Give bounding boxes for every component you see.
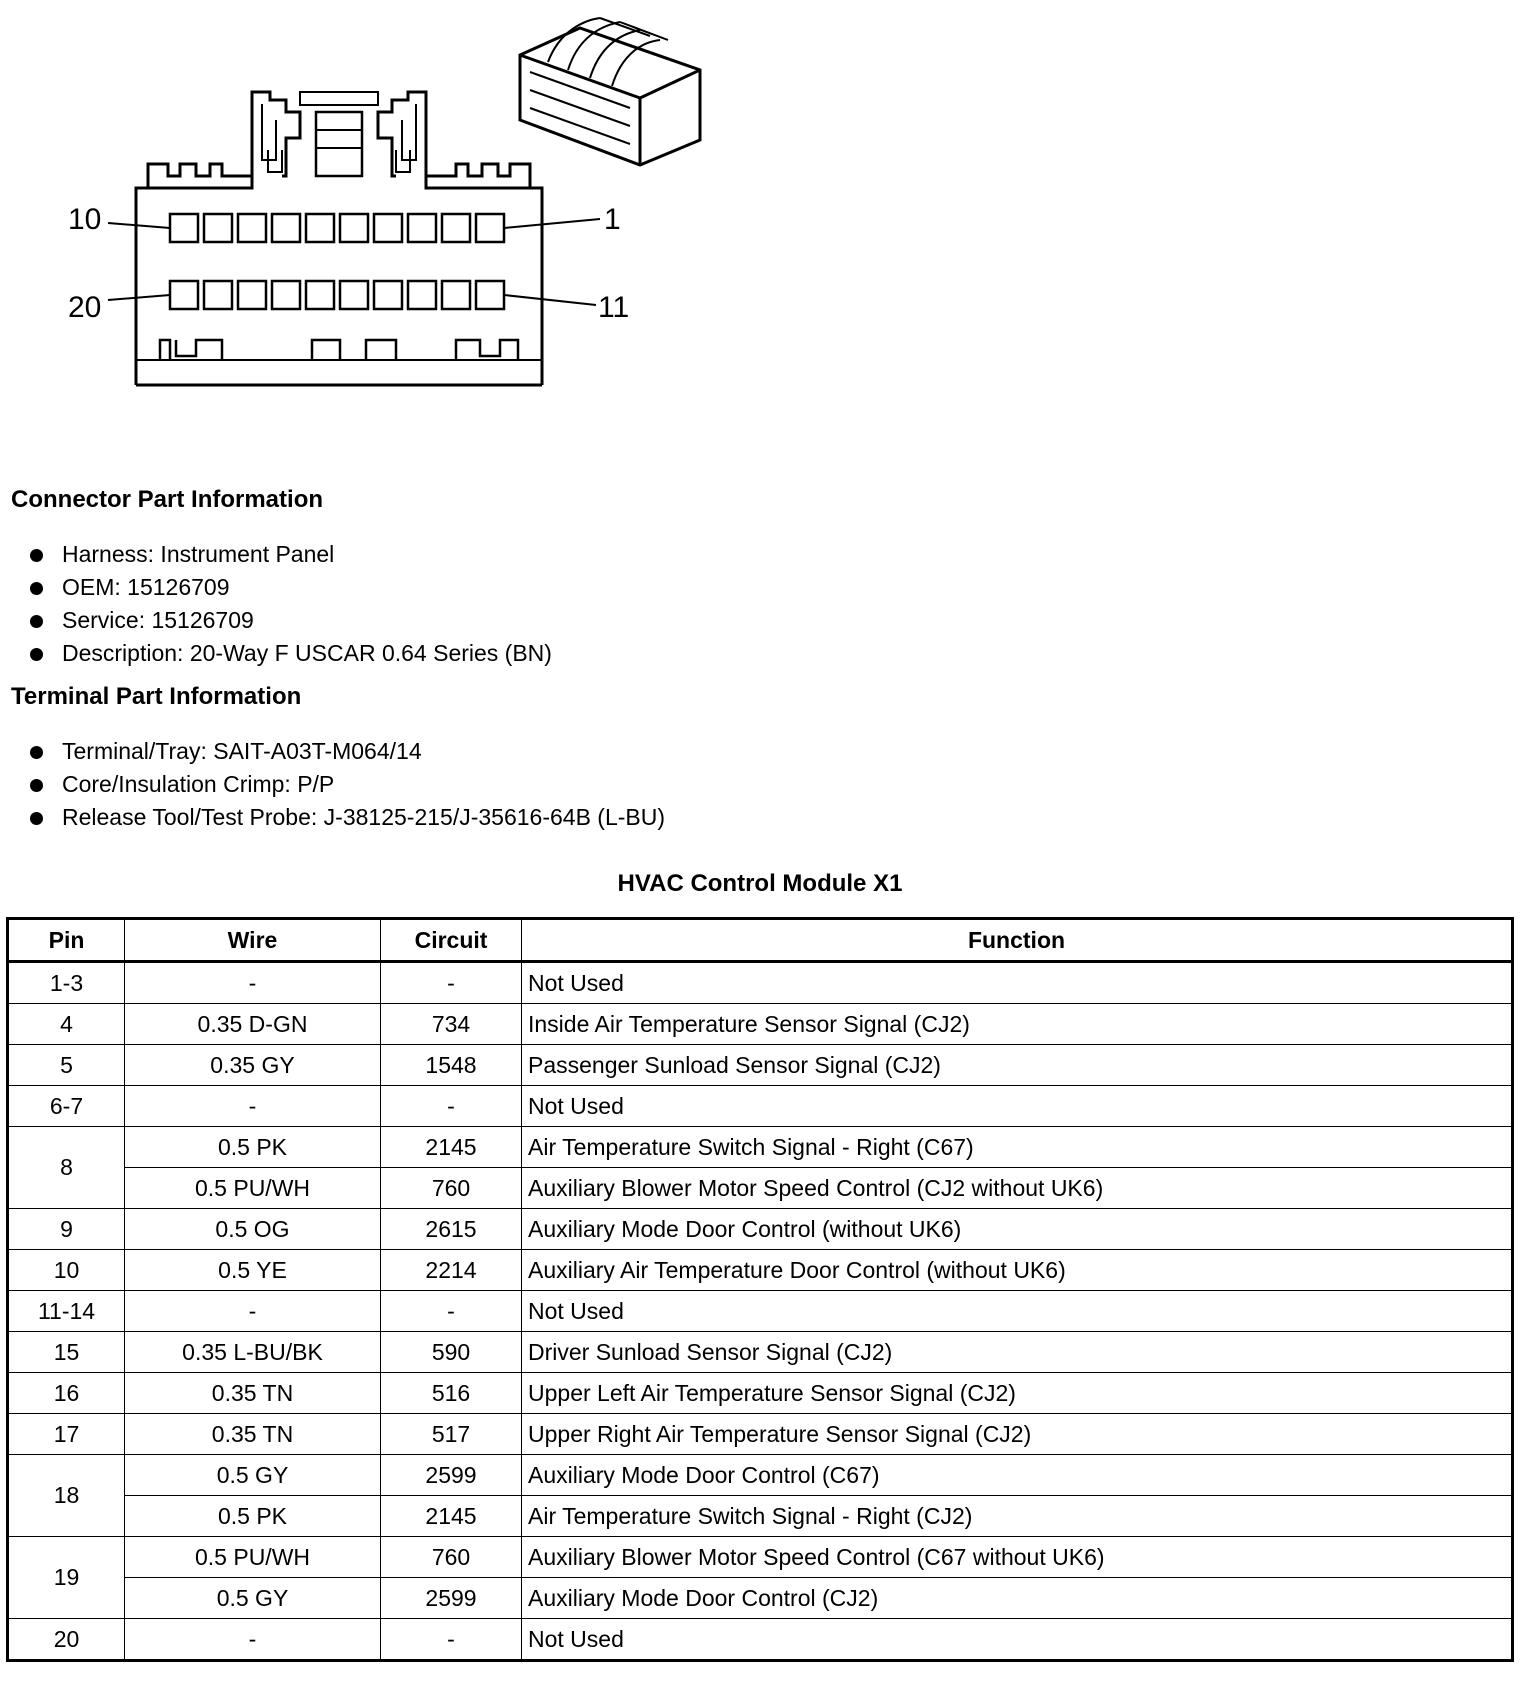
table-row [8, 1291, 1513, 1332]
table-title: HVAC Control Module X1 [617, 870, 903, 897]
table-row [8, 962, 1513, 1004]
cell-function: Air Temperature Switch Signal - Right (C67) [522, 1127, 1513, 1168]
cell-wire: 0.35 D-GN [125, 1004, 381, 1045]
table-row [8, 1373, 1513, 1414]
cell-wire: 0.35 GY [125, 1045, 381, 1086]
connector-info-list [28, 538, 552, 670]
cell-pin: 15 [8, 1332, 125, 1373]
cell-circuit: 2615 [381, 1209, 522, 1250]
bullet-icon [30, 582, 43, 595]
cell-wire: - [125, 1291, 381, 1332]
cell-circuit: 2145 [381, 1127, 522, 1168]
cell-circuit: - [381, 1619, 522, 1661]
cell-pin: 16 [8, 1373, 125, 1414]
cell-circuit: 760 [381, 1537, 522, 1578]
table-row [8, 1004, 1513, 1045]
table-row [8, 1209, 1513, 1250]
bullet-icon [30, 779, 43, 792]
cell-wire: 0.5 PK [125, 1496, 381, 1537]
header-circuit: Circuit [381, 919, 522, 962]
cell-function: Auxiliary Mode Door Control (without UK6) [522, 1209, 1513, 1250]
table-row [8, 1127, 1513, 1168]
connector-3d-icon [520, 18, 700, 165]
cell-function: Not Used [522, 1619, 1513, 1661]
cell-function: Not Used [522, 962, 1513, 1004]
cell-wire: 0.5 GY [125, 1455, 381, 1496]
cell-circuit: - [381, 1291, 522, 1332]
table-row [8, 1045, 1513, 1086]
cell-pin: 10 [8, 1250, 125, 1291]
bullet-icon [30, 549, 43, 562]
cavity-row-bottom [170, 281, 504, 309]
cell-pin: 18 [8, 1455, 125, 1537]
connector-info-heading: Connector Part Information [11, 486, 324, 513]
header-wire: Wire [125, 919, 381, 962]
cell-pin: 17 [8, 1414, 125, 1455]
cell-circuit: - [381, 1086, 522, 1127]
list-item: Service: 15126709 [28, 604, 552, 637]
cell-wire: 0.35 TN [125, 1414, 381, 1455]
cell-circuit: 590 [381, 1332, 522, 1373]
table-row [8, 1496, 1513, 1537]
table-row [8, 1414, 1513, 1455]
cell-function: Air Temperature Switch Signal - Right (CJ2) [522, 1496, 1513, 1537]
cell-pin: 4 [8, 1004, 125, 1045]
cell-pin: 1-3 [8, 962, 125, 1004]
cell-wire: 0.35 TN [125, 1373, 381, 1414]
pinout-table [6, 917, 1514, 1662]
cell-circuit: 1548 [381, 1045, 522, 1086]
cell-pin: 9 [8, 1209, 125, 1250]
list-item: Harness: Instrument Panel [28, 538, 552, 571]
header-pin: Pin [8, 919, 125, 962]
table-row [8, 1455, 1513, 1496]
table-row [8, 1250, 1513, 1291]
bullet-icon [30, 812, 43, 825]
cell-circuit: 734 [381, 1004, 522, 1045]
pin-label-20: 20 [68, 291, 102, 324]
cell-wire: - [125, 1086, 381, 1127]
cell-function: Inside Air Temperature Sensor Signal (CJ2) [522, 1004, 1513, 1045]
cell-circuit: 760 [381, 1168, 522, 1209]
table-row [8, 1086, 1513, 1127]
cell-circuit: 2145 [381, 1496, 522, 1537]
cell-pin: 6-7 [8, 1086, 125, 1127]
cell-pin: 20 [8, 1619, 125, 1661]
cell-pin: 5 [8, 1045, 125, 1086]
cell-function: Auxiliary Air Temperature Door Control (without UK6) [522, 1250, 1513, 1291]
cell-function: Not Used [522, 1086, 1513, 1127]
connector-diagram [0, 0, 720, 420]
table-row [8, 1537, 1513, 1578]
cell-circuit: 517 [381, 1414, 522, 1455]
cell-wire: 0.5 YE [125, 1250, 381, 1291]
cell-wire: 0.5 PU/WH [125, 1168, 381, 1209]
bullet-icon [30, 615, 43, 628]
cell-wire: 0.5 PK [125, 1127, 381, 1168]
cell-function: Upper Left Air Temperature Sensor Signal (CJ2) [522, 1373, 1513, 1414]
cell-circuit: - [381, 962, 522, 1004]
bullet-icon [30, 746, 43, 759]
list-item: Release Tool/Test Probe: J-38125-215/J-35616-64B (L-BU) [28, 801, 665, 834]
pin-label-1: 1 [604, 203, 621, 236]
cell-function: Auxiliary Mode Door Control (CJ2) [522, 1578, 1513, 1619]
cell-circuit: 516 [381, 1373, 522, 1414]
cell-wire: 0.35 L-BU/BK [125, 1332, 381, 1373]
cell-function: Not Used [522, 1291, 1513, 1332]
table-row [8, 1168, 1513, 1209]
cavity-row-top [170, 214, 504, 242]
cell-function: Auxiliary Blower Motor Speed Control (C67 without UK6) [522, 1537, 1513, 1578]
cell-function: Auxiliary Mode Door Control (C67) [522, 1455, 1513, 1496]
table-row [8, 1578, 1513, 1619]
terminal-info-heading: Terminal Part Information [11, 683, 302, 710]
cell-wire: 0.5 OG [125, 1209, 381, 1250]
cell-function: Driver Sunload Sensor Signal (CJ2) [522, 1332, 1513, 1373]
pin-label-10: 10 [68, 203, 102, 236]
list-item: OEM: 15126709 [28, 571, 552, 604]
cell-wire: 0.5 GY [125, 1578, 381, 1619]
cell-circuit: 2214 [381, 1250, 522, 1291]
list-item: Core/Insulation Crimp: P/P [28, 768, 665, 801]
list-item: Description: 20-Way F USCAR 0.64 Series (BN) [28, 637, 552, 670]
cell-circuit: 2599 [381, 1578, 522, 1619]
cell-function: Passenger Sunload Sensor Signal (CJ2) [522, 1045, 1513, 1086]
pin-label-11: 11 [598, 291, 630, 324]
terminal-info-list [28, 735, 665, 834]
cell-circuit: 2599 [381, 1455, 522, 1496]
bullet-icon [30, 648, 43, 661]
cell-function: Auxiliary Blower Motor Speed Control (CJ2 without UK6) [522, 1168, 1513, 1209]
cell-pin: 19 [8, 1537, 125, 1619]
cell-pin: 11-14 [8, 1291, 125, 1332]
table-header-row [8, 919, 1513, 962]
cell-pin: 8 [8, 1127, 125, 1209]
cell-function: Upper Right Air Temperature Sensor Signal (CJ2) [522, 1414, 1513, 1455]
cell-wire: 0.5 PU/WH [125, 1537, 381, 1578]
header-function: Function [522, 919, 1513, 962]
cell-wire: - [125, 1619, 381, 1661]
table-row [8, 1619, 1513, 1661]
cell-wire: - [125, 962, 381, 1004]
list-item: Terminal/Tray: SAIT-A03T-M064/14 [28, 735, 665, 768]
table-row [8, 1332, 1513, 1373]
